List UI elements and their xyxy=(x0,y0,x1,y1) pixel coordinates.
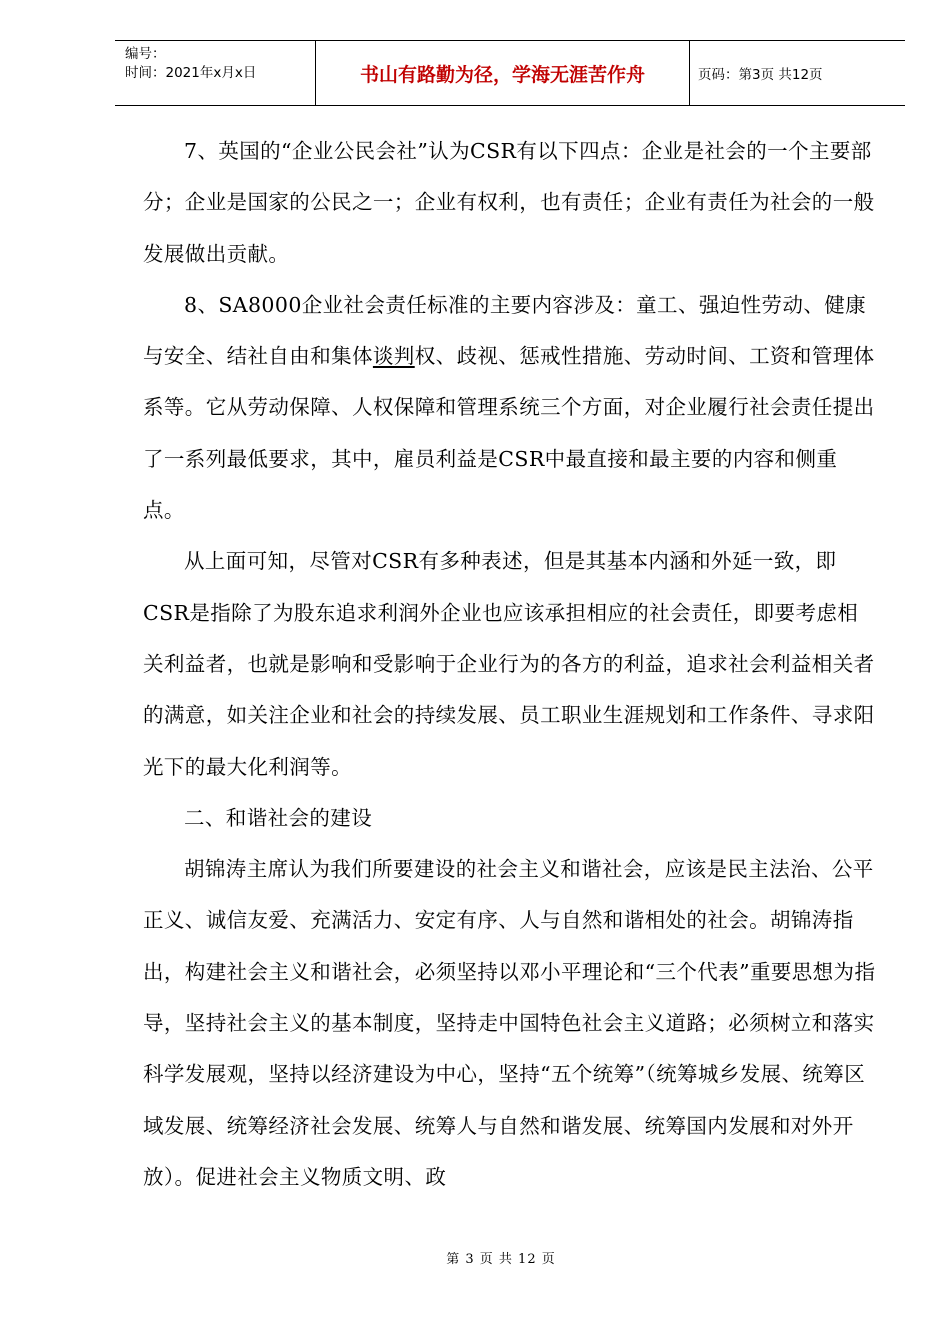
time-label: 时间：2021年x月x日 xyxy=(125,65,257,81)
serial-number-label: 编号： xyxy=(125,46,166,62)
header-page-info: 页码：第3页 共12页 xyxy=(698,67,823,83)
paragraph-8-part-1: 8、SA8000企业社会责任标准的主要内容涉及：童工、强迫性劳动、健康与安全、结社自由和集体 xyxy=(143,292,867,369)
paragraph-harmonious-society: 胡锦涛主席认为我们所要建设的社会主义和谐社会，应该是民主法治、公平正义、诚信友爱、充满活力、安定有序、人与自然和谐相处的社会。胡锦涛指出，构建社会主义和谐社会，必须坚持以邓小平理论和“三个代表”重要思想为指导，坚持社会主义的基本制度，坚持走中国特色社会主义道路；必须树立和落实科学发展观，坚持以经济建设为中心，坚持“五个统筹”（统筹城乡发展、统筹区域发展、统筹经济社会发展、统筹人与自然和谐发展、统筹国内发展和对外开放）。促进社会主义物质文明、政 xyxy=(143,857,876,1189)
page-footer: 第 3 页 共 12 页 xyxy=(446,1252,556,1267)
header-motto: 书山有路勤为径，学海无涯苦作舟 xyxy=(316,41,690,105)
paragraph-summary: 从上面可知，尽管对CSR有多种表述，但是其基本内涵和外延一致，即CSR是指除了为股东追求利润外企业也应该承担相应的社会责任，即要考虑相关利益者，也就是影响和受影响于企业行为的各方的利益，追求社会利益相关者的满意，如关注企业和社会的持续发展、员工职业生涯规划和工作条件、寻求阳光下的最大化利润等。 xyxy=(143,549,875,779)
paragraph-7: 7、英国的“企业公民会社”认为CSR有以下四点：企业是社会的一个主要部分；企业是国家的公民之一；企业有权利，也有责任；企业有责任为社会的一般发展做出贡献。 xyxy=(143,139,875,266)
underlined-term: 谈判 xyxy=(372,344,415,369)
page-header xyxy=(115,40,905,106)
section-heading: 二、和谐社会的建设 xyxy=(184,805,373,830)
paragraph-8 xyxy=(143,280,878,536)
header-meta xyxy=(115,41,316,105)
document-body xyxy=(143,126,878,1203)
paragraph-8-part-2: 权、歧视、惩戒性措施、劳动时间、工资和管理体系等。它从劳动保障、人权保障和管理系统三个方面，对企业履行社会责任提出了一系列最低要求，其中，雇员利益是CSR中最直接和最主要的内容和侧重点。 xyxy=(143,344,875,523)
